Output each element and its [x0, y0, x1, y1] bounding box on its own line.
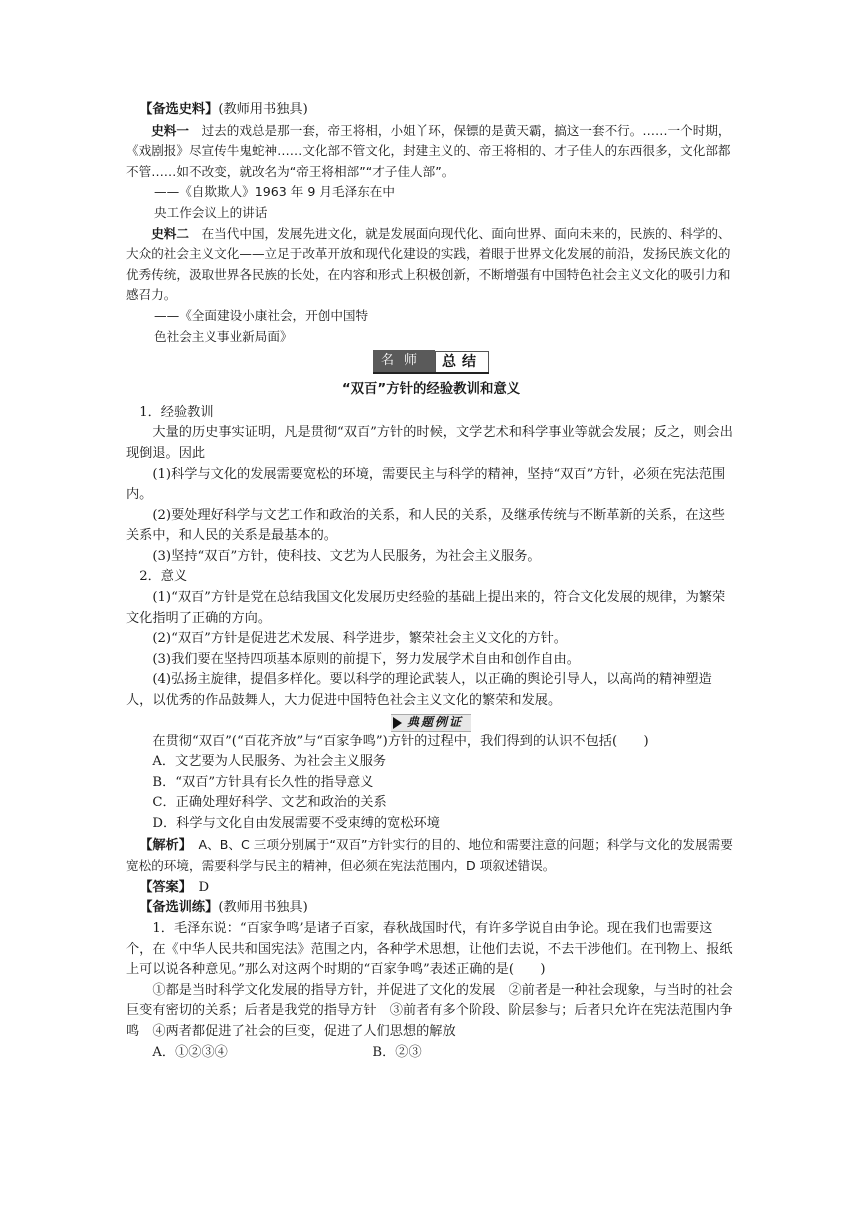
material-two: 史料二 在当代中国，发展先进文化，就是发展面向现代化、面向世界、面向未来的，民族的、科学的、大众的社会主义文化——立足于改革开放和现代化建设的实践，着眼于世界文化发展的前沿，发扬民族文化的优秀传统，汲取世界各民族的长处，在内容和形式上积极创新，不断增强有中国特色社会主义文化的吸引力和感召力。 [126, 225, 731, 303]
option-a: A．文艺要为人民服务、为社会主义服务 [152, 754, 387, 770]
training-question-1: 1．毛泽东说：“百家争鸣’是诸子百家，春秋战国时代，有许多学说自由争论。现在我们也需要这个，在《中华人民共和国宪法》范围之内，各种学术思想，让他们去说，不去干涉他们。在刊物上、报纸上可以说各种意见。”那么对这两个时期的“百家争鸣”表述正确的是( ) [126, 920, 733, 978]
material-one-source-line2: 央工作会议上的讲话 [154, 204, 268, 220]
material-one: 史料一 过去的戏总是那一套，帝王将相，小姐丫环，保镖的是黄天霸，搞这一套不行。……一个时期，《戏剧报》尽宣传牛鬼蛇神……文化部不管文化，封建主义的、帝王将相的、才子佳人的东西很多，文化部都不管……如不改变，就改名为“帝王将相部”“才子佳人部”。 [126, 122, 731, 179]
banner-left-label: 名师 [373, 350, 435, 372]
material-two-source-line1: ——《全面建设小康社会，开创中国特 [154, 307, 369, 323]
example-tag [126, 714, 736, 732]
option-c: C．正确处理好科学、文艺和政治的关系 [152, 795, 387, 811]
training-heading: 【备选训练】(教师用书独具) [139, 900, 308, 916]
material-one-source-line1: ——《自欺欺人》1963 年 9 月毛泽东在中 [154, 184, 395, 200]
significance-1: (1)“双百”方针是党在总结我国文化发展历史经验的基础上提出来的，符合文化发展的规律，为繁荣文化指明了正确的方向。 [126, 590, 726, 626]
example-question: 在贯彻“双百”(“百花齐放”与“百家争鸣”)方针的过程中，我们得到的认识不包括( ) [152, 733, 649, 749]
summary-point-2: (2)要处理好科学与文艺工作和政治的关系，和人民的关系，及继承传统与不断革新的关系，在这些关系中，和人民的关系是最基本的。 [126, 507, 725, 544]
summary-point-1: (1)科学与文化的发展需要宽松的环境，需要民主与科学的精神，坚持“双百”方针，必须在宪法范围内。 [126, 466, 726, 503]
banner-right-label: 总结 [435, 351, 489, 372]
option-b: B．“双百”方针具有长久性的指导意义 [152, 774, 374, 790]
example-answer: 【答案】 D [139, 879, 210, 895]
example-analysis: 【解析】 A、B、C 三项分别属于“双百”方针实行的目的、地位和需要注意的问题；科学与文化的发展需要宽松的环境，需要科学与民主的精神，但必须在宪法范围内，D 项叙述错误。 [126, 836, 733, 874]
training-option-a: A．①②③④ [152, 1044, 228, 1060]
training-items: ①都是当时科学文化发展的指导方针，并促进了文化的发展 ②前者是一种社会现象，与当时的社会巨变有密切的关系；后者是我党的指导方针 ③前者有多个阶段、阶层参与；后者只允许在宪法范围内争鸣 ④两者都促进了社会的巨变，促进了人们思想的解放 [126, 982, 733, 1039]
significance-2: (2)“双百”方针是促进艺术发展、科学进步，繁荣社会主义文化的方针。 [152, 631, 567, 647]
option-d: D．科学与文化自由发展需要不受束缚的宽松环境 [152, 816, 440, 831]
summary-heading-significance: 2．意义 [139, 569, 188, 585]
summary-point-3: (3)坚持“双百”方针，使科技、文艺为人民服务，为社会主义服务。 [152, 548, 541, 564]
teacher-summary-banner [126, 350, 736, 374]
summary-title: “双百”方针的经验教训和意义 [341, 382, 521, 398]
document-page [126, 100, 736, 1063]
section-heading-materials: 【备选史料】(教师用书独具) [139, 102, 308, 117]
material-two-source-line2: 色社会主义事业新局面》 [154, 328, 293, 344]
training-options [126, 1043, 736, 1064]
example-tag-label: 典题例证 [406, 715, 463, 730]
significance-4: (4)弘扬主旋律，提倡多样化。要以科学的理论武装人，以正确的舆论引导人，以高尚的精神塑造人，以优秀的作品鼓舞人，大力促进中国特色社会主义文化的繁荣和发展。 [126, 672, 712, 709]
significance-3: (3)我们要在坚持四项基本原则的前提下，努力发展学术自由和创作自由。 [152, 651, 580, 667]
training-option-b: B．②③ [372, 1044, 422, 1060]
summary-intro: 大量的历史事实证明，凡是贯彻“双百”方针的时候，文学艺术和科学事业等就会发展；反之，则会出现倒退。因此 [126, 425, 733, 461]
summary-heading-lessons: 1．经验教训 [139, 404, 214, 420]
play-triangle-icon [393, 717, 402, 729]
